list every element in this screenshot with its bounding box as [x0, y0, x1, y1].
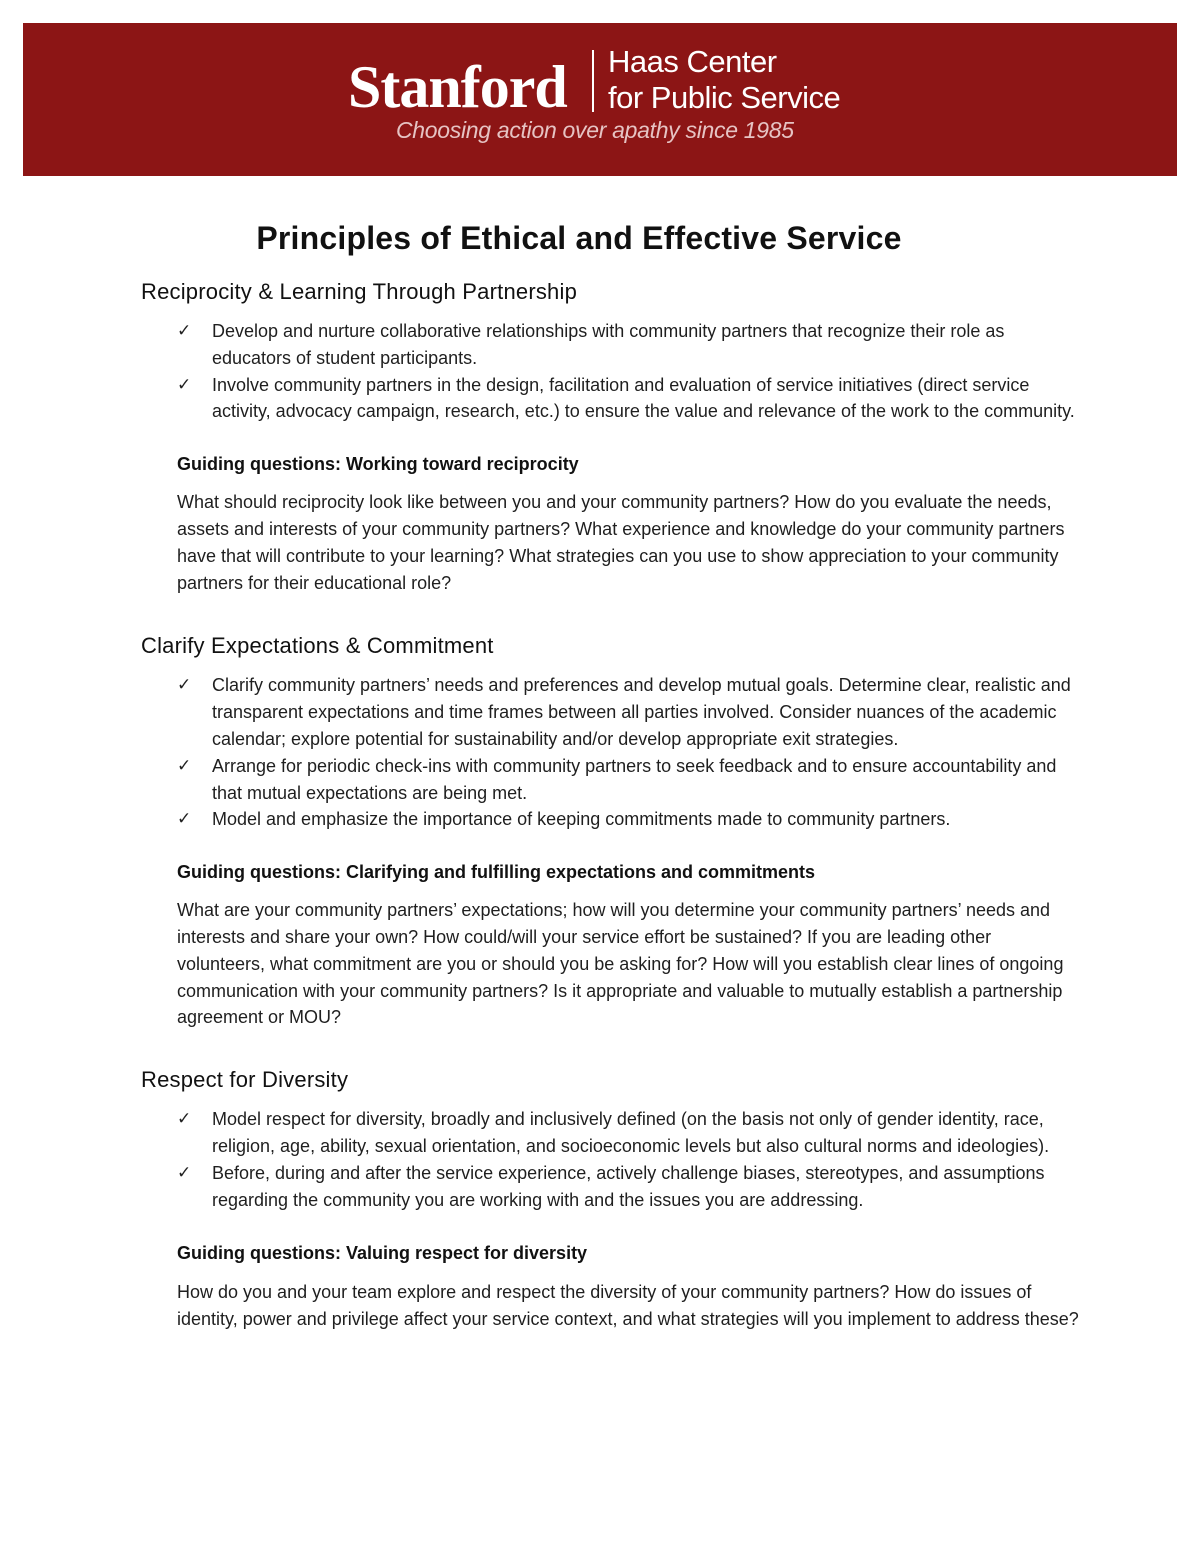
- haas-center-logo-text: [608, 44, 840, 116]
- list-item-text: Model and emphasize the importance of keeping commitments made to community partners.: [212, 809, 951, 830]
- header-banner: [23, 23, 1177, 176]
- stanford-wordmark-logo: Stanford: [348, 54, 567, 120]
- list-item-text: Develop and nurture collaborative relationships with community partners that recognize their role as educators of student participants.: [212, 321, 1005, 368]
- document-body: [141, 276, 1081, 1333]
- section-heading: Clarify Expectations & Commitment: [141, 633, 494, 659]
- principles-list: [141, 1106, 1081, 1213]
- list-item-text: Model respect for diversity, broadly and inclusively defined (on the basis not only of gender identity, race, religion, age, ability, sexual orientation, and socioeconomic levels but also cultural norms and ideologies).: [212, 1109, 1050, 1156]
- center-name-line2: for Public Service: [608, 80, 841, 115]
- list-item-text: Arrange for periodic check-ins with community partners to seek feedback and to ensure accountability and that mutual expectations are being met.: [212, 755, 1057, 803]
- list-item: [177, 806, 1081, 833]
- guiding-questions-text: What are your community partners’ expectations; how will you determine your community partners’ needs and interests and share your own? How could/will your service effort be sustained? If you are leading other volunteers, what commitment are you or should you be asking for? How will you establish clear lines of ongoing communication with your community partners? Is it appropriate and valuable to mutually establish a partnership agreement or MOU?: [177, 900, 1064, 1028]
- list-item-text: Before, during and after the service experience, actively challenge biases, stereotypes, and assumptions regarding the community you are working with and the issues you are addressing.: [212, 1162, 1045, 1210]
- checkmark-icon: ✓: [177, 1162, 192, 1182]
- list-item-text: Involve community partners in the design, facilitation and evaluation of service initiatives (direct service activity, advocacy campaign, research, etc.) to ensure the value and relevance of the work to the community.: [212, 374, 1075, 422]
- list-item: [177, 372, 1081, 426]
- checkmark-icon: ✓: [177, 321, 192, 340]
- list-item-text: Clarify community partners’ needs and preferences and develop mutual goals. Determine clear, realistic and transparent expectations and time frames between all parties involved. Consider nuances of the academic calendar; explore potential for sustainability and/or develop appropriate exit strategies.: [212, 675, 1071, 749]
- guiding-questions-text: How do you and your team explore and respect the diversity of your community partners? How do issues of identity, power and privilege affect your service context, and what strategies will you implement to address these?: [177, 1282, 1079, 1330]
- guiding-questions-text: What should reciprocity look like between you and your community partners? How do you evaluate the needs, assets and interests of your community partners? What experience and knowledge do your community partners have that will contribute to your learning? What strategies can you use to show appreciation to your community partners for their educational role?: [177, 492, 1065, 593]
- section-heading: Reciprocity & Learning Through Partnership: [141, 279, 578, 304]
- center-name-line1: Haas Center: [608, 44, 777, 79]
- list-item: [177, 1160, 1081, 1214]
- checkmark-icon: ✓: [177, 755, 192, 775]
- checkmark-icon: ✓: [177, 374, 192, 394]
- checkmark-icon: ✓: [177, 809, 192, 829]
- logo-divider: [592, 50, 594, 112]
- checkmark-icon: ✓: [177, 675, 192, 695]
- list-item: [177, 672, 1081, 752]
- list-item: [177, 1106, 1081, 1160]
- list-item: [177, 753, 1081, 807]
- checkmark-icon: ✓: [177, 1109, 192, 1129]
- section-expectations: [141, 630, 1081, 1031]
- principles-list: [141, 318, 1081, 425]
- page-title: Principles of Ethical and Effective Service: [256, 220, 902, 256]
- section-diversity: [141, 1064, 1081, 1333]
- guiding-questions-heading: Guiding questions: Clarifying and fulfilling expectations and commitments: [177, 862, 816, 883]
- tagline: Choosing action over apathy since 1985: [396, 117, 794, 143]
- principles-list: [141, 672, 1081, 833]
- section-heading: Respect for Diversity: [141, 1067, 349, 1093]
- guiding-questions-heading: Guiding questions: Valuing respect for diversity: [177, 1243, 588, 1264]
- list-item: [177, 318, 1081, 372]
- section-reciprocity: [141, 276, 1081, 596]
- guiding-questions-heading: Guiding questions: Working toward reciprocity: [177, 454, 579, 475]
